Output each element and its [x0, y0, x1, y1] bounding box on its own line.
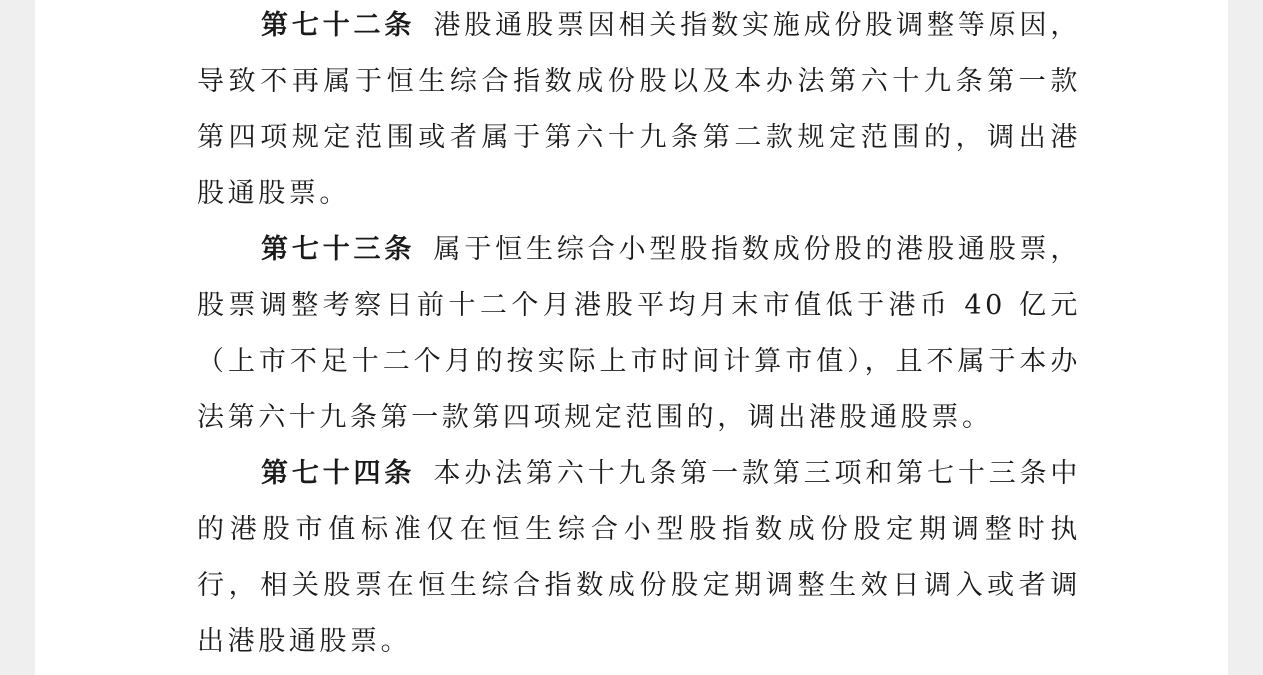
article-72-text: 港股通股票因相关指数实施成份股调整等原因，导致不再属于恒生综合指数成份股以及本办法第六十九条第一款第四项规定范围或者属于第六十九条第二款规定范围的，调出港股通股票。 [197, 10, 1081, 209]
page-content [197, 0, 1081, 670]
article-73-text: 属于恒生综合小型股指数成份股的港股通股票，股票调整考察日前十二个月港股平均月末市值低于港币 40 亿元（上市不足十二个月的按实际上市时间计算市值），且不属于本办法第六十九条第一款第四项规定范围的，调出港股通股票。 [197, 234, 1081, 433]
article-74-text: 本办法第六十九条第一款第三项和第七十三条中的港股市值标准仅在恒生综合小型股指数成份股定期调整时执行，相关股票在恒生综合指数成份股定期调整生效日调入或者调出港股通股票。 [197, 458, 1081, 657]
document-page [35, 0, 1228, 675]
article-73-heading: 第七十三条 [261, 234, 416, 265]
article-72-heading: 第七十二条 [261, 10, 416, 41]
article-72 [197, 0, 1081, 222]
article-73 [197, 222, 1081, 446]
article-74-heading: 第七十四条 [261, 458, 416, 489]
article-74 [197, 446, 1081, 670]
